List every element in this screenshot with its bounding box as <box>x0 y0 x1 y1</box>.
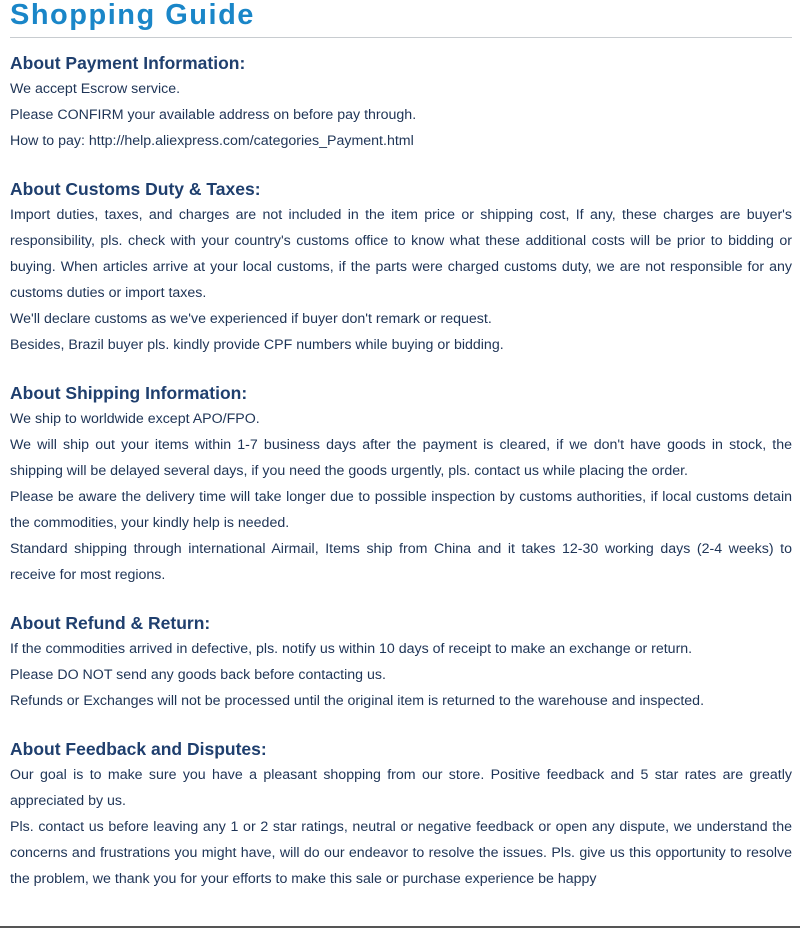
section-heading: About Payment Information: <box>10 53 246 73</box>
paragraph: Refunds or Exchanges will not be processed until the original item is returned to the warehouse and inspected. <box>10 693 705 709</box>
paragraph: Besides, Brazil buyer pls. kindly provide CPF numbers while buying or bidding. <box>10 337 504 353</box>
section-feedback <box>10 736 792 892</box>
section-heading: About Feedback and Disputes: <box>10 739 267 759</box>
paragraph: Please CONFIRM your available address on before pay through. <box>10 107 417 123</box>
guide-content <box>10 50 792 914</box>
page-title: Shopping Guide <box>10 0 255 31</box>
title-divider <box>10 37 792 38</box>
paragraph: We will ship out your items within 1-7 business days after the payment is cleared, if we don't have goods in stock, the shipping will be delayed several days, if you need the goods urgently, pls. contact us while placing the order. <box>10 437 792 479</box>
section-refund <box>10 610 792 714</box>
section-payment <box>10 50 792 154</box>
paragraph: How to pay: http://help.aliexpress.com/categories_Payment.html <box>10 133 414 149</box>
paragraph: We'll declare customs as we've experienced if buyer don't remark or request. <box>10 311 492 327</box>
paragraph: Please be aware the delivery time will take longer due to possible inspection by customs authorities, if local customs detain the commodities, your kindly help is needed. <box>10 489 792 531</box>
section-heading: About Shipping Information: <box>10 383 248 403</box>
paragraph: Please DO NOT send any goods back before contacting us. <box>10 667 386 683</box>
paragraph: We ship to worldwide except APO/FPO. <box>10 411 260 427</box>
section-heading: About Refund & Return: <box>10 613 211 633</box>
paragraph: Import duties, taxes, and charges are not included in the item price or shipping cost, If any, these charges are buyer's responsibility, pls. check with your country's customs office to know what these additional costs will be prior to bidding or buying. When articles arrive at your local customs, if the parts were charged customs duty, we are not responsible for any customs duties or import taxes. <box>10 207 792 301</box>
paragraph: Standard shipping through international Airmail, Items ship from China and it takes 12-30 working days (2-4 weeks) to receive for most regions. <box>10 541 792 583</box>
bottom-divider <box>0 926 800 928</box>
paragraph: Our goal is to make sure you have a pleasant shopping from our store. Positive feedback and 5 star rates are greatly appreciated by us. <box>10 767 792 809</box>
section-shipping <box>10 380 792 588</box>
section-customs <box>10 176 792 358</box>
paragraph: If the commodities arrived in defective, pls. notify us within 10 days of receipt to make an exchange or return. <box>10 641 693 657</box>
paragraph: Pls. contact us before leaving any 1 or 2 star ratings, neutral or negative feedback or open any dispute, we understand the concerns and frustrations you might have, will do our endeavor to resolve the issues. Pls. give us this opportunity to resolve the problem, we thank you for your efforts to make this sale or purchase experience be happy <box>10 819 792 887</box>
section-heading: About Customs Duty & Taxes: <box>10 179 261 199</box>
paragraph: We accept Escrow service. <box>10 81 181 97</box>
